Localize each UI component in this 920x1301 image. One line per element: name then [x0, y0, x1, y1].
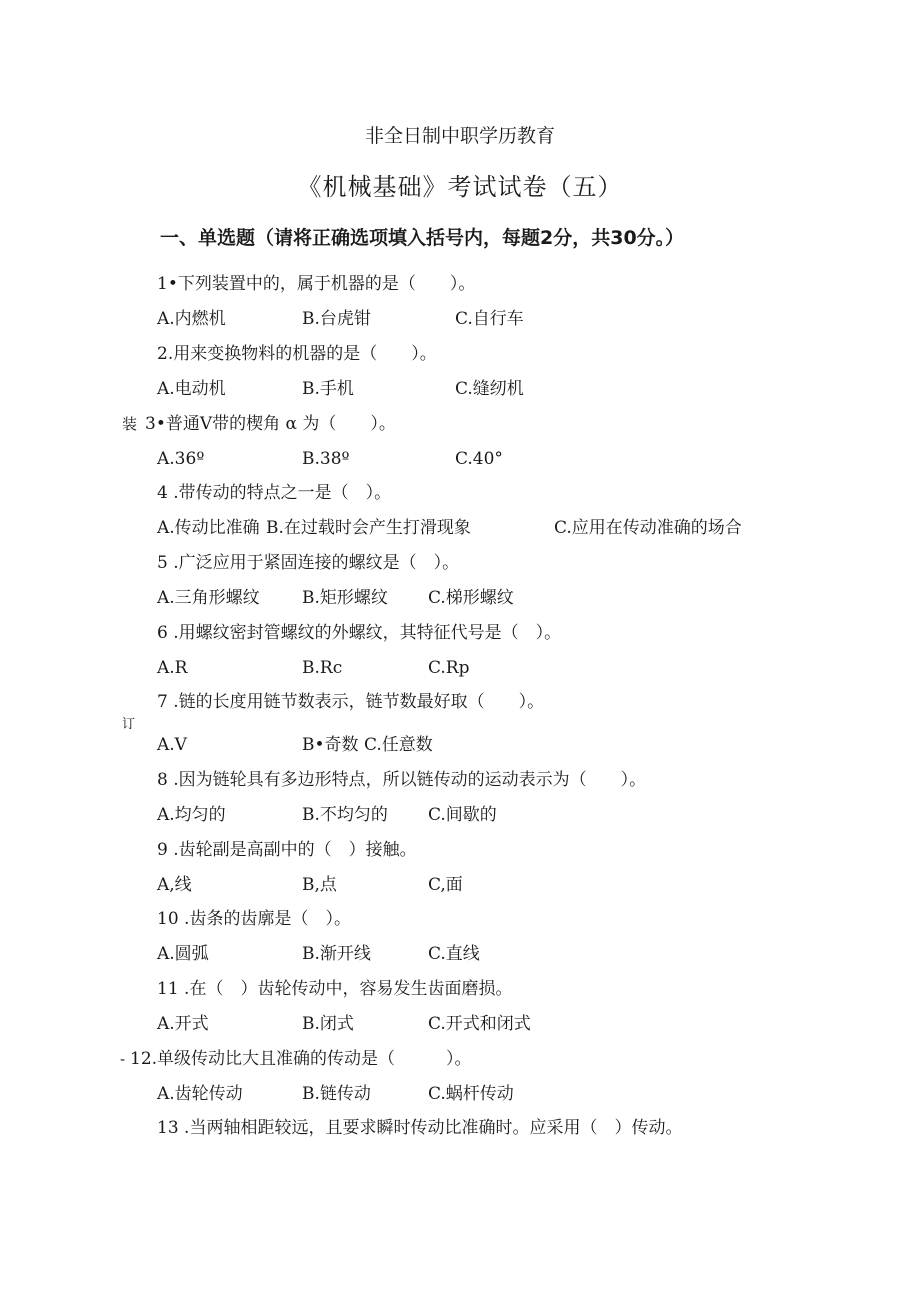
option-c: C,面 [428, 875, 463, 895]
option-a: A.均匀的 [157, 805, 226, 825]
option-c: C.应用在传动准确的场合 [554, 518, 742, 538]
question-11: 11 .在（ ）齿轮传动中，容易发生齿面磨损。 [157, 979, 513, 999]
option-b: B,点 [302, 875, 337, 895]
option-a: A.开式 [157, 1014, 209, 1034]
option-a: A.R [157, 658, 188, 678]
option-c: C.任意数 [364, 735, 433, 755]
option-c: C.间歇的 [428, 805, 497, 825]
margin-mark-zhuang: 装 [122, 415, 138, 433]
option-a: A.电动机 [157, 379, 226, 399]
option-b: B.闭式 [302, 1014, 354, 1034]
margin-mark-dash: - [120, 1050, 126, 1068]
question-3: 3•普通V带的楔角 α 为（ ）。 [145, 414, 396, 434]
option-a: A.传动比准确 [157, 518, 260, 538]
option-b: B.渐开线 [302, 944, 371, 964]
question-12: 12.单级传动比大且准确的传动是（ ）。 [130, 1049, 472, 1069]
option-a: A.齿轮传动 [157, 1084, 243, 1104]
option-a: A.圆弧 [157, 944, 209, 964]
option-a: A.36º [157, 449, 205, 469]
question-1: 1•下列装置中的，属于机器的是（ ）。 [157, 274, 476, 294]
option-c: C.40° [455, 449, 503, 469]
option-b: B.不均匀的 [302, 805, 388, 825]
question-4: 4 .带传动的特点之一是（ ）。 [157, 483, 392, 503]
question-5: 5 .广泛应用于紧固连接的螺纹是（ ）。 [157, 553, 460, 573]
section-heading: 一、单选题（请将正确选项填入括号内，每题2分，共30分。） [160, 227, 685, 249]
option-a: A.三角形螺纹 [157, 588, 260, 608]
option-a: A.V [157, 735, 187, 755]
margin-mark-ding: 订 [122, 717, 136, 732]
option-b: B.链传动 [302, 1084, 371, 1104]
question-6: 6 .用螺纹密封管螺纹的外螺纹，其特征代号是（ ）。 [157, 623, 562, 643]
question-7: 7 .链的长度用链节数表示，链节数最好取（ ）。 [157, 692, 545, 712]
option-a: A,线 [157, 875, 192, 895]
question-13: 13 .当两轴相距较远，且要求瞬时传动比准确时。应采用（ ）传动。 [157, 1118, 683, 1138]
option-c: C.Rp [428, 658, 470, 678]
option-b: B•奇数 [302, 735, 359, 755]
question-9: 9 .齿轮副是高副中的（ ）接触。 [157, 840, 417, 860]
option-b: B.在过载时会产生打滑现象 [266, 518, 471, 538]
exam-title: 《机械基础》考试试卷（五） [297, 173, 623, 201]
option-a: A.内燃机 [157, 309, 226, 329]
question-10: 10 .齿条的齿廓是（ ）。 [157, 909, 351, 929]
option-c: C.蜗杆传动 [428, 1084, 514, 1104]
option-b: B.手机 [302, 379, 354, 399]
option-b: B.台虎钳 [302, 309, 371, 329]
option-c: C.开式和闭式 [428, 1014, 531, 1034]
question-2: 2.用来变换物料的机器的是（ ）。 [157, 344, 437, 364]
option-c: C.直线 [428, 944, 480, 964]
option-b: B.Rc [302, 658, 343, 678]
option-c: C.缝纫机 [455, 379, 524, 399]
question-8: 8 .因为链轮具有多边形特点，所以链传动的运动表示为（ ）。 [157, 770, 647, 790]
option-c: C.梯形螺纹 [428, 588, 514, 608]
option-b: B.矩形螺纹 [302, 588, 388, 608]
option-c: C.自行车 [455, 309, 524, 329]
exam-subtitle: 非全日制中职学历教育 [364, 125, 555, 147]
option-b: B.38º [302, 449, 350, 469]
